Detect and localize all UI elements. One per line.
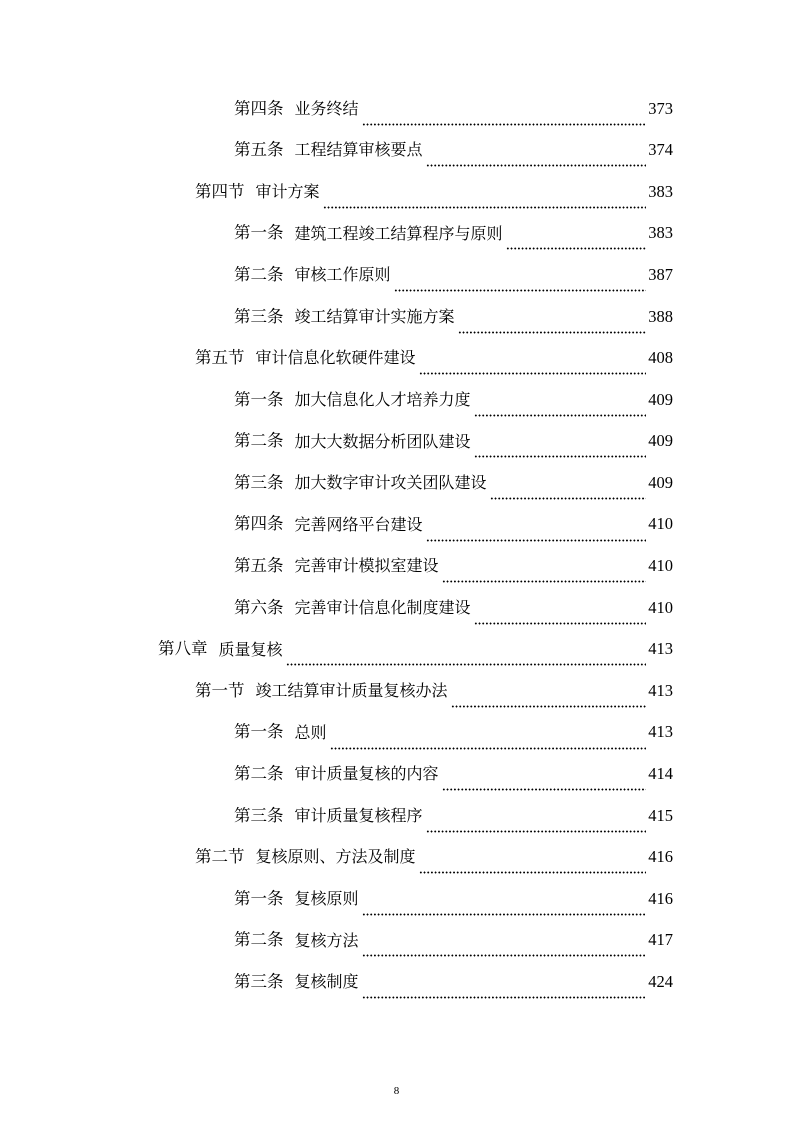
toc-entry-prefix: 第二条 xyxy=(234,431,284,451)
toc-entry-prefix: 第四条 xyxy=(234,514,284,534)
toc-entry-prefix: 第八章 xyxy=(158,639,208,659)
toc-entry-prefix: 第一条 xyxy=(234,223,284,243)
toc-entry-title: 总则 xyxy=(294,722,327,742)
toc-entry xyxy=(0,338,793,380)
toc-entry-prefix: 第五条 xyxy=(234,140,284,160)
toc-entry-page: 374 xyxy=(648,140,673,160)
toc-entry-title: 复核原则 xyxy=(294,889,359,909)
toc-entry xyxy=(0,171,793,213)
toc-entry-title: 复核制度 xyxy=(294,972,359,992)
dot-leader xyxy=(442,567,647,584)
toc-entry-title: 审计方案 xyxy=(255,181,320,201)
dot-leader xyxy=(419,359,647,376)
toc-entry-title: 竣工结算审计实施方案 xyxy=(294,306,455,326)
toc-entry xyxy=(0,712,793,754)
dot-leader xyxy=(490,483,647,500)
toc-entry xyxy=(0,878,793,920)
toc-entry-page: 408 xyxy=(648,348,673,368)
toc-entry-title: 工程结算审核要点 xyxy=(294,140,423,160)
toc-entry-page: 410 xyxy=(648,556,673,576)
toc-entry-title: 质量复核 xyxy=(218,639,283,659)
dot-leader xyxy=(426,151,647,168)
toc-entry-title: 加大信息化人才培养力度 xyxy=(294,389,471,409)
toc-entry-prefix: 第二节 xyxy=(195,847,245,867)
toc-entry xyxy=(0,795,793,837)
toc-entry-title: 审计质量复核的内容 xyxy=(294,764,439,784)
toc-entry-page: 409 xyxy=(648,389,673,409)
toc-entry-page: 416 xyxy=(648,847,673,867)
toc-entry xyxy=(0,587,793,629)
dot-leader xyxy=(394,275,647,292)
toc-entry xyxy=(0,546,793,588)
dot-leader xyxy=(474,608,647,625)
toc-entry-page: 373 xyxy=(648,98,673,118)
toc-entry-page: 410 xyxy=(648,514,673,534)
toc-entry-title: 复核原则、方法及制度 xyxy=(255,847,416,867)
toc-entry xyxy=(0,254,793,296)
toc-entry-title: 加大数字审计攻关团队建设 xyxy=(294,473,487,493)
toc-entry-page: 409 xyxy=(648,472,673,492)
toc-entry-prefix: 第一节 xyxy=(195,680,245,700)
toc-entry-page: 383 xyxy=(648,223,673,243)
dot-leader xyxy=(426,525,647,542)
toc-entry-page: 409 xyxy=(648,431,673,451)
toc-entry xyxy=(0,88,793,130)
toc-entry-page: 413 xyxy=(648,639,673,659)
toc-entry-title: 审计信息化软硬件建设 xyxy=(255,348,416,368)
toc-entry-prefix: 第五节 xyxy=(195,348,245,368)
dot-leader xyxy=(458,317,647,334)
toc-entry-prefix: 第二条 xyxy=(234,930,284,950)
toc-entry-title: 竣工结算审计质量复核办法 xyxy=(255,681,448,701)
page-number: 8 xyxy=(393,1085,400,1097)
toc-entry-title: 复核方法 xyxy=(294,930,359,950)
toc-entry-page: 415 xyxy=(648,805,673,825)
toc-entry-page: 416 xyxy=(648,888,673,908)
dot-leader xyxy=(474,442,647,459)
toc-entry xyxy=(0,421,793,463)
toc-entry xyxy=(0,670,793,712)
toc-entry-title: 审核工作原则 xyxy=(294,265,391,285)
toc-entry xyxy=(0,837,793,879)
toc-entry-prefix: 第三条 xyxy=(234,306,284,326)
toc-entry-prefix: 第四节 xyxy=(195,181,245,201)
toc-entry-page: 387 xyxy=(648,264,673,284)
dot-leader xyxy=(330,733,647,750)
toc-entry xyxy=(0,504,793,546)
dot-leader xyxy=(362,899,647,916)
toc-entry xyxy=(0,961,793,1003)
toc-entry xyxy=(0,130,793,172)
table-of-contents xyxy=(0,88,793,1003)
toc-entry xyxy=(0,629,793,671)
toc-entry-page: 388 xyxy=(648,306,673,326)
toc-entry-title: 审计质量复核程序 xyxy=(294,805,423,825)
dot-leader xyxy=(506,234,647,251)
toc-entry-page: 383 xyxy=(648,181,673,201)
toc-entry-page: 424 xyxy=(648,972,673,992)
toc-entry-prefix: 第二条 xyxy=(234,264,284,284)
dot-leader xyxy=(474,400,647,417)
toc-entry-page: 414 xyxy=(648,764,673,784)
toc-entry-title: 完善网络平台建设 xyxy=(294,514,423,534)
dot-leader xyxy=(451,691,647,708)
toc-entry xyxy=(0,296,793,338)
dot-leader xyxy=(286,650,647,667)
toc-entry-page: 413 xyxy=(648,680,673,700)
toc-entry-prefix: 第六条 xyxy=(234,597,284,617)
toc-entry-title: 建筑工程竣工结算程序与原则 xyxy=(294,223,503,243)
toc-entry-page: 413 xyxy=(648,722,673,742)
dot-leader xyxy=(419,858,647,875)
toc-entry-page: 410 xyxy=(648,597,673,617)
toc-entry-prefix: 第三条 xyxy=(234,972,284,992)
toc-entry-prefix: 第三条 xyxy=(234,805,284,825)
toc-entry xyxy=(0,920,793,962)
toc-entry-prefix: 第一条 xyxy=(234,389,284,409)
dot-leader xyxy=(362,109,647,126)
toc-entry-prefix: 第三条 xyxy=(234,472,284,492)
toc-entry xyxy=(0,754,793,796)
toc-entry-title: 加大大数据分析团队建设 xyxy=(294,431,471,451)
toc-entry-title: 完善审计信息化制度建设 xyxy=(294,597,471,617)
dot-leader xyxy=(442,775,647,792)
dot-leader xyxy=(362,983,647,1000)
toc-entry-page: 417 xyxy=(648,930,673,950)
toc-entry xyxy=(0,379,793,421)
toc-entry-prefix: 第四条 xyxy=(234,98,284,118)
toc-entry-prefix: 第一条 xyxy=(234,888,284,908)
toc-entry xyxy=(0,213,793,255)
toc-entry-title: 完善审计模拟室建设 xyxy=(294,556,439,576)
toc-entry-prefix: 第二条 xyxy=(234,764,284,784)
toc-entry xyxy=(0,462,793,504)
dot-leader xyxy=(426,816,647,833)
toc-entry-prefix: 第一条 xyxy=(234,722,284,742)
dot-leader xyxy=(323,192,647,209)
dot-leader xyxy=(362,941,647,958)
toc-entry-title: 业务终结 xyxy=(294,98,359,118)
toc-entry-prefix: 第五条 xyxy=(234,556,284,576)
